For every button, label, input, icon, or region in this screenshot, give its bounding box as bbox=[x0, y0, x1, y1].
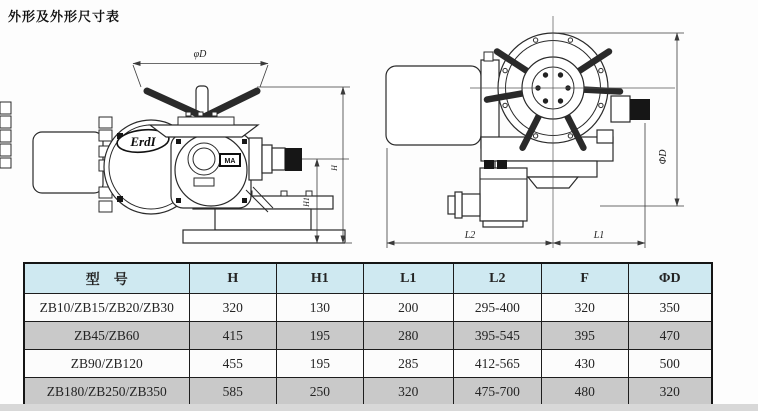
cell-PhiD: 500 bbox=[628, 350, 712, 378]
cell-model: ZB90/ZB120 bbox=[24, 350, 189, 378]
col-header-PhiD: ΦD bbox=[628, 263, 712, 294]
motor-body bbox=[33, 132, 103, 193]
cell-H: 455 bbox=[189, 350, 276, 378]
cell-PhiD: 320 bbox=[628, 378, 712, 407]
table-row bbox=[24, 350, 712, 378]
dim-label-L1: L1 bbox=[593, 230, 605, 241]
cell-PhiD: 350 bbox=[628, 294, 712, 322]
col-header-H: H bbox=[189, 263, 276, 294]
cell-H: 415 bbox=[189, 322, 276, 350]
cell-H: 320 bbox=[189, 294, 276, 322]
dim-label-PhiD: ΦD bbox=[658, 149, 669, 165]
dim-label-H1: H1 bbox=[302, 197, 311, 207]
cell-PhiD: 470 bbox=[628, 322, 712, 350]
gearbox-housing bbox=[171, 134, 251, 208]
brand-logo: ErdI bbox=[130, 134, 156, 149]
dim-label-phiD: φD bbox=[193, 49, 207, 60]
cell-model: ZB180/ZB250/ZB350 bbox=[24, 378, 189, 407]
col-header-model: 型 号 bbox=[24, 263, 189, 294]
actuator-end-view-drawing bbox=[378, 8, 698, 250]
table-row bbox=[24, 322, 712, 350]
cell-L1: 320 bbox=[363, 378, 453, 407]
motor-flange bbox=[481, 60, 499, 148]
cell-F: 480 bbox=[541, 378, 628, 407]
cell-H1: 130 bbox=[276, 294, 363, 322]
cell-H1: 250 bbox=[276, 378, 363, 407]
motor-body-end bbox=[386, 66, 481, 145]
cell-L1: 200 bbox=[363, 294, 453, 322]
cell-H1: 195 bbox=[276, 350, 363, 378]
cell-L2: 475-700 bbox=[453, 378, 541, 407]
cell-H1: 195 bbox=[276, 322, 363, 350]
page-bottom-edge bbox=[0, 404, 758, 411]
cell-model: ZB10/ZB15/ZB20/ZB30 bbox=[24, 294, 189, 322]
output-connector bbox=[611, 96, 650, 122]
table-row bbox=[24, 378, 712, 407]
dim-label-H: H bbox=[330, 165, 339, 171]
cell-L2: 412-565 bbox=[453, 350, 541, 378]
cell-L2: 295-400 bbox=[453, 294, 541, 322]
cell-H: 585 bbox=[189, 378, 276, 407]
cell-L1: 285 bbox=[363, 350, 453, 378]
cell-model: ZB45/ZB60 bbox=[24, 322, 189, 350]
table-header-row bbox=[24, 263, 712, 294]
col-header-F: F bbox=[541, 263, 628, 294]
col-header-L1: L1 bbox=[363, 263, 453, 294]
dimension-top-diameter bbox=[133, 49, 268, 87]
cell-L2: 395-545 bbox=[453, 322, 541, 350]
cell-F: 320 bbox=[541, 294, 628, 322]
dimensions-table bbox=[23, 262, 713, 407]
col-header-L2: L2 bbox=[453, 263, 541, 294]
cell-L1: 280 bbox=[363, 322, 453, 350]
nameplate-text: MA bbox=[224, 158, 236, 165]
junction-box bbox=[448, 160, 527, 227]
cell-F: 395 bbox=[541, 322, 628, 350]
actuator-side-view-drawing bbox=[0, 40, 352, 252]
flange-bolt bbox=[484, 52, 493, 61]
page-title: 外形及外形尺寸表 bbox=[8, 9, 121, 24]
cell-F: 430 bbox=[541, 350, 628, 378]
dim-label-L2: L2 bbox=[464, 230, 476, 241]
motor-terminal-fins bbox=[0, 102, 11, 168]
col-header-H1: H1 bbox=[276, 263, 363, 294]
table-row bbox=[24, 294, 712, 322]
handwheel-side bbox=[147, 86, 258, 137]
